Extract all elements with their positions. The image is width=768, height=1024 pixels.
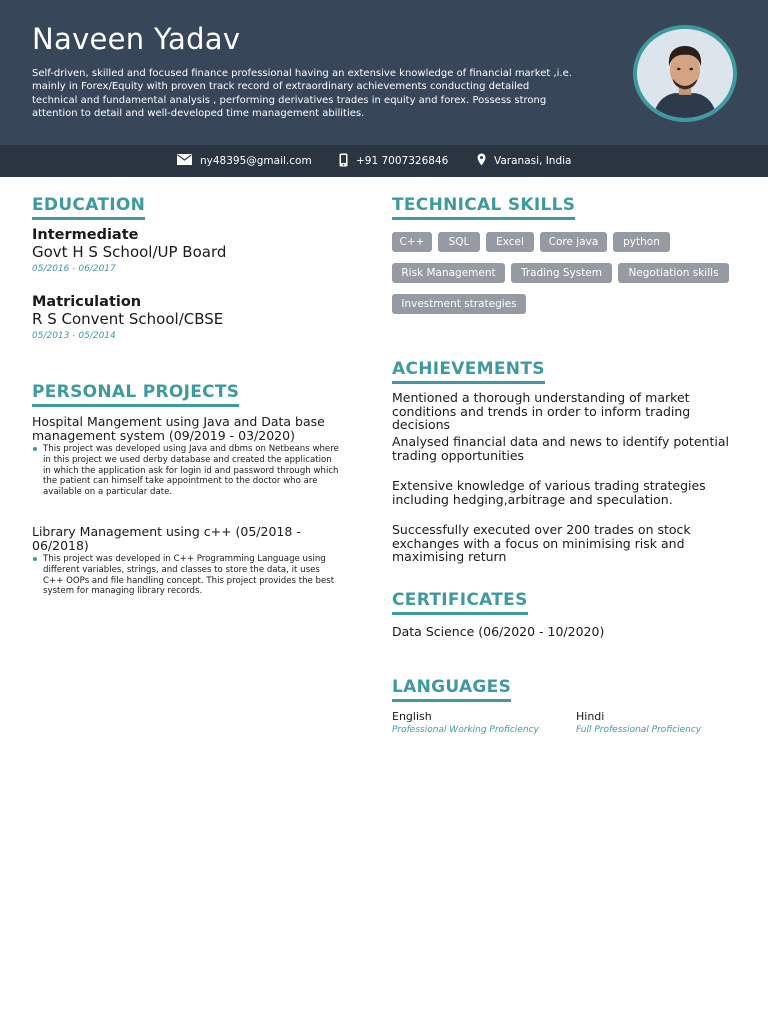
achievement-item: Mentioned a thorough understanding of market conditions and trends in order to inform trading decisions [392, 390, 691, 432]
skill-tag: C++ [392, 232, 432, 252]
language-name: English [392, 710, 432, 723]
project-item [32, 525, 352, 597]
project-description [32, 444, 342, 498]
bullet-icon [33, 557, 37, 561]
skill-tag: Investment strategies [392, 294, 526, 314]
bullet-icon [33, 447, 37, 451]
languages-heading: LANGUAGES [392, 677, 511, 702]
certificates-heading: CERTIFICATES [392, 590, 528, 615]
skills-heading: TECHNICAL SKILLS [392, 195, 575, 220]
language-item [392, 710, 539, 735]
profile-summary: Self-driven, skilled and focused finance professional having an extensive knowledge of financial market ,i.e. mainly in Forex/Equity with proven track record of extraordinary achievements conducting detailed technical and fundamental analysis , performing derivatives trades in equity and forex. Possess strong attention to detail and well-developed time management abilities. [32, 68, 572, 120]
language-level: Professional Working Proficiency [392, 725, 539, 735]
contact-phone[interactable] [339, 145, 448, 177]
achievement-item: Extensive knowledge of various trading strategies including hedging,arbitrage and speculation. [392, 478, 706, 507]
education-dates: 05/2013 - 05/2014 [32, 331, 116, 341]
skill-tag: Risk Management [392, 263, 505, 283]
education-school: R S Convent School/CBSE [32, 310, 224, 328]
skill-tag: SQL [438, 232, 480, 252]
project-description [32, 554, 342, 597]
education-degree: Intermediate [32, 227, 139, 243]
education-item [32, 294, 223, 341]
education-degree: Matriculation [32, 294, 142, 310]
skill-tag: Trading System [511, 263, 612, 283]
achievement-item: Analysed financial data and news to identify potential trading opportunities [392, 434, 729, 463]
skill-tag: Core java [540, 232, 607, 252]
language-name: Hindi [576, 710, 605, 723]
contact-location-text: Varanasi, India [494, 155, 572, 167]
education-school: Govt H S School/UP Board [32, 243, 227, 261]
skill-tag: Excel [486, 232, 534, 252]
project-description-text: This project was developed using Java and dbms on Netbeans where in this project we used derby database and created the application in which the application ask for login id and password through which the patient can himself take appointment to the doctor who are available on a particular date. [43, 444, 339, 498]
candidate-name: Naveen Yadav [32, 22, 241, 56]
skill-tag: Negotiation skills [618, 263, 729, 283]
profile-photo-image [637, 29, 733, 118]
skill-tag: python [613, 232, 670, 252]
project-title: Hospital Mangement using Java and Data base management system (09/2019 - 03/2020) [32, 414, 325, 443]
email-icon [177, 154, 192, 168]
achievement-item: Successfully executed over 200 trades on stock exchanges with a focus on minimising risk and maximising return [392, 522, 691, 564]
project-title: Library Management using c++ (05/2018 - 06/2018) [32, 524, 301, 553]
location-pin-icon [477, 153, 486, 169]
achievements-heading: ACHIEVEMENTS [392, 359, 545, 384]
resume-header [0, 0, 768, 145]
education-heading: EDUCATION [32, 195, 145, 220]
contact-bar [0, 145, 768, 177]
education-dates: 05/2016 - 06/2017 [32, 264, 116, 274]
language-item [576, 710, 701, 735]
certificate-item: Data Science (06/2020 - 10/2020) [392, 624, 605, 639]
profile-photo [633, 25, 737, 122]
contact-email-text: ny48395@gmail.com [200, 155, 312, 167]
project-description-text: This project was developed in C++ Programming Language using different variables, strings, and classes to store the data, it uses C++ OOPs and file handling concept. This project provides the best system for managing library records. [43, 554, 335, 597]
contact-email[interactable] [177, 145, 312, 177]
phone-icon [339, 153, 348, 170]
language-level: Full Professional Proficiency [576, 725, 702, 735]
contact-location [477, 145, 571, 177]
project-item [32, 415, 352, 498]
projects-heading: PERSONAL PROJECTS [32, 382, 239, 407]
education-item [32, 227, 226, 274]
contact-phone-text: +91 7007326846 [356, 155, 449, 167]
